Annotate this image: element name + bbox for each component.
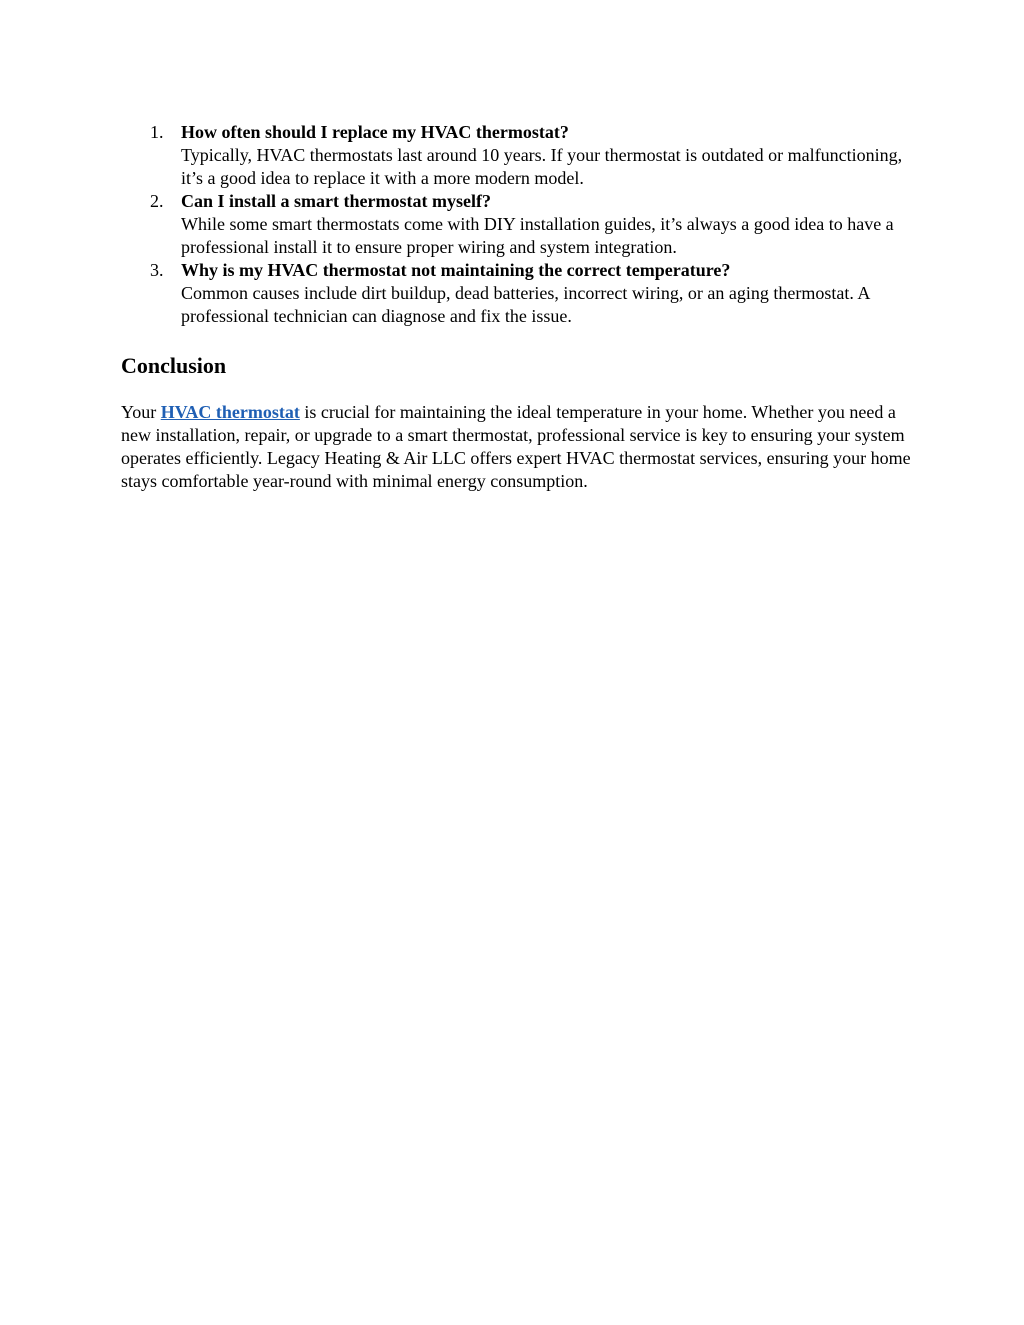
list-number: 1. xyxy=(150,122,164,142)
faq-question: How often should I replace my HVAC thermostat? xyxy=(181,122,569,142)
faq-answer: While some smart thermostats come with DIY installation guides, it’s always a good idea to have a professional install it to ensure proper wiring and system integration. xyxy=(181,214,894,257)
faq-question: Why is my HVAC thermostat not maintaining the correct temperature? xyxy=(181,260,731,280)
conclusion-body-text: is crucial for maintaining the ideal temperature in your home. Whether you need a new installation, repair, or upgrade to a smart thermostat, professional service is key to ensuring your system operates efficiently. Legacy Heating & Air LLC offers expert HVAC thermostat services, ensuring your home stays comfortable year-round with minimal energy consumption. xyxy=(121,402,911,491)
faq-question: Can I install a smart thermostat myself? xyxy=(181,191,491,211)
faq-answer: Typically, HVAC thermostats last around 10 years. If your thermostat is outdated or malfunctioning, it’s a good idea to replace it with a more modern model. xyxy=(181,145,903,188)
faq-list xyxy=(121,121,911,328)
hvac-thermostat-link[interactable]: HVAC thermostat xyxy=(160,402,300,422)
faq-item-2 xyxy=(121,190,911,259)
faq-item-1 xyxy=(121,121,911,190)
faq-item-3 xyxy=(121,259,911,328)
list-number: 3. xyxy=(150,260,164,280)
conclusion-heading: Conclusion xyxy=(121,353,227,378)
list-number: 2. xyxy=(150,191,164,211)
conclusion-paragraph xyxy=(121,401,911,493)
faq-answer: Common causes include dirt buildup, dead batteries, incorrect wiring, or an aging thermostat. A professional technician can diagnose and fix the issue. xyxy=(181,283,870,326)
conclusion-prefix: Your xyxy=(121,402,161,422)
